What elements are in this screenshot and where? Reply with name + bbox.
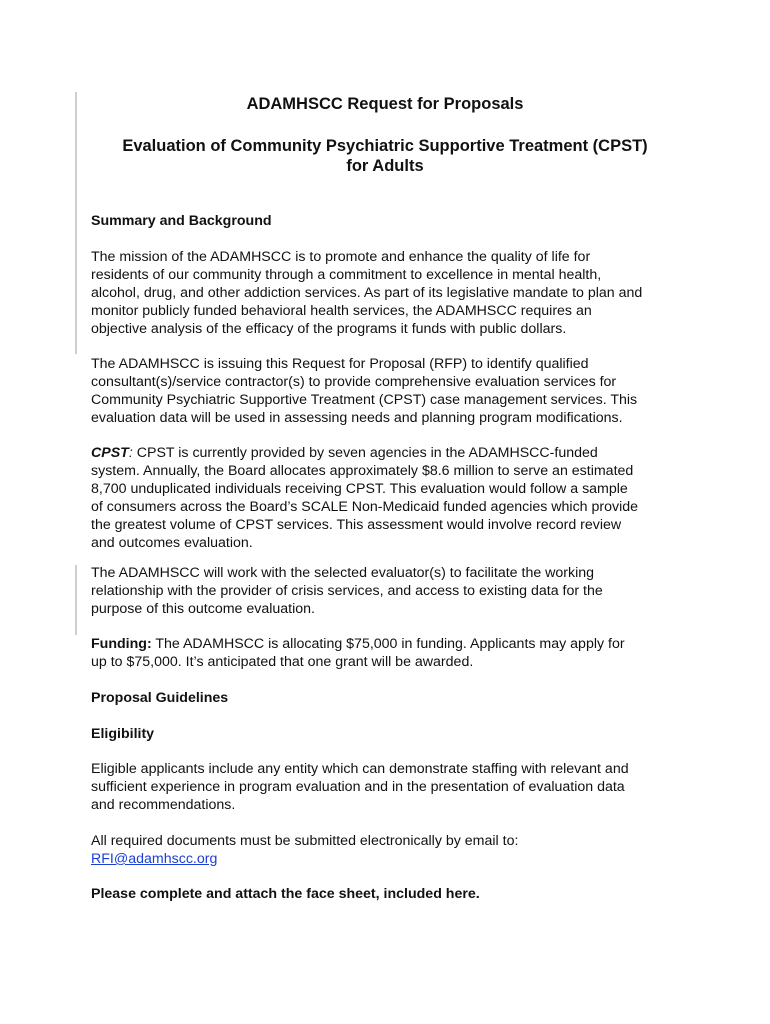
- text-line: sufficient experience in program evaluation and in the presentation of evaluation data: [91, 779, 625, 795]
- paragraph-submission: [91, 832, 691, 868]
- revision-margin-bar: [75, 92, 77, 354]
- text-line: system. Annually, the Board allocates approximately $8.6 million to serve an estimated: [91, 463, 634, 479]
- text-line: The ADAMHSCC is issuing this Request for Proposal (RFP) to identify qualified: [91, 356, 589, 372]
- funding-label: Funding:: [91, 636, 152, 652]
- text-line: of consumers across the Board’s SCALE Non-Medicaid funded agencies which provide: [91, 499, 639, 515]
- email-link[interactable]: RFI@adamhscc.org: [91, 851, 218, 867]
- text-line: evaluation data will be used in assessing needs and planning program modifications.: [91, 410, 623, 426]
- section-heading-summary: Summary and Background: [91, 213, 272, 229]
- section-heading-eligibility: Eligibility: [91, 726, 155, 742]
- text-line: All required documents must be submitted electronically by email to:: [91, 833, 519, 849]
- paragraph-rfp-purpose: [91, 355, 691, 427]
- text-line: [91, 444, 691, 462]
- document-subtitle-line2: for Adults: [346, 157, 424, 175]
- text-line: Eligible applicants include any entity which can demonstrate staffing with relevant and: [91, 761, 629, 777]
- text-line: purpose of this outcome evaluation.: [91, 601, 315, 617]
- paragraph-evaluator: [91, 564, 691, 618]
- funding-line1-text: The ADAMHSCC is allocating $75,000 in funding. Applicants may apply for: [151, 636, 625, 652]
- text-line: [91, 635, 691, 653]
- cpst-label: CPST: [91, 445, 129, 461]
- text-line: and recommendations.: [91, 797, 236, 813]
- text-line: consultant(s)/service contractor(s) to provide comprehensive evaluation services for: [91, 374, 617, 390]
- text-line: up to $75,000. It’s anticipated that one grant will be awarded.: [91, 654, 474, 670]
- text-line: alcohol, drug, and other addiction services. As part of its legislative mandate to plan and: [91, 285, 643, 301]
- text-line: The ADAMHSCC will work with the selected evaluator(s) to facilitate the working: [91, 565, 595, 581]
- cpst-line1-text: CPST is currently provided by seven agencies in the ADAMHSCC-funded: [132, 445, 598, 461]
- text-line: monitor publicly funded behavioral health services, the ADAMHSCC requires an: [91, 303, 592, 319]
- text-line: objective analysis of the efficacy of the programs it funds with public dollars.: [91, 321, 567, 337]
- text-line: [91, 850, 691, 868]
- closing-instruction: Please complete and attach the face sheet, included here.: [91, 886, 480, 902]
- text-line: the greatest volume of CPST services. This assessment would involve record review: [91, 517, 622, 533]
- section-heading-guidelines: Proposal Guidelines: [91, 690, 229, 706]
- text-line: Community Psychiatric Supportive Treatment (CPST) case management services. This: [91, 392, 638, 408]
- cpst-colon: :: [128, 445, 133, 461]
- text-line: relationship with the provider of crisis services, and access to existing data for the: [91, 583, 603, 599]
- text-line: residents of our community through a commitment to excellence in mental health,: [91, 267, 602, 283]
- paragraph-funding: [91, 635, 691, 671]
- revision-margin-bar: [75, 565, 77, 635]
- text-line: 8,700 unduplicated individuals receiving CPST. This evaluation would follow a sample: [91, 481, 628, 497]
- paragraph-eligibility: [91, 760, 691, 814]
- text-line: The mission of the ADAMHSCC is to promote and enhance the quality of life for: [91, 249, 591, 265]
- paragraph-cpst: [91, 444, 691, 552]
- document-title: ADAMHSCC Request for Proposals: [246, 95, 524, 113]
- document-subtitle-line1: Evaluation of Community Psychiatric Supportive Treatment (CPST): [122, 137, 648, 155]
- text-line: and outcomes evaluation.: [91, 535, 253, 551]
- paragraph-mission: [91, 248, 691, 338]
